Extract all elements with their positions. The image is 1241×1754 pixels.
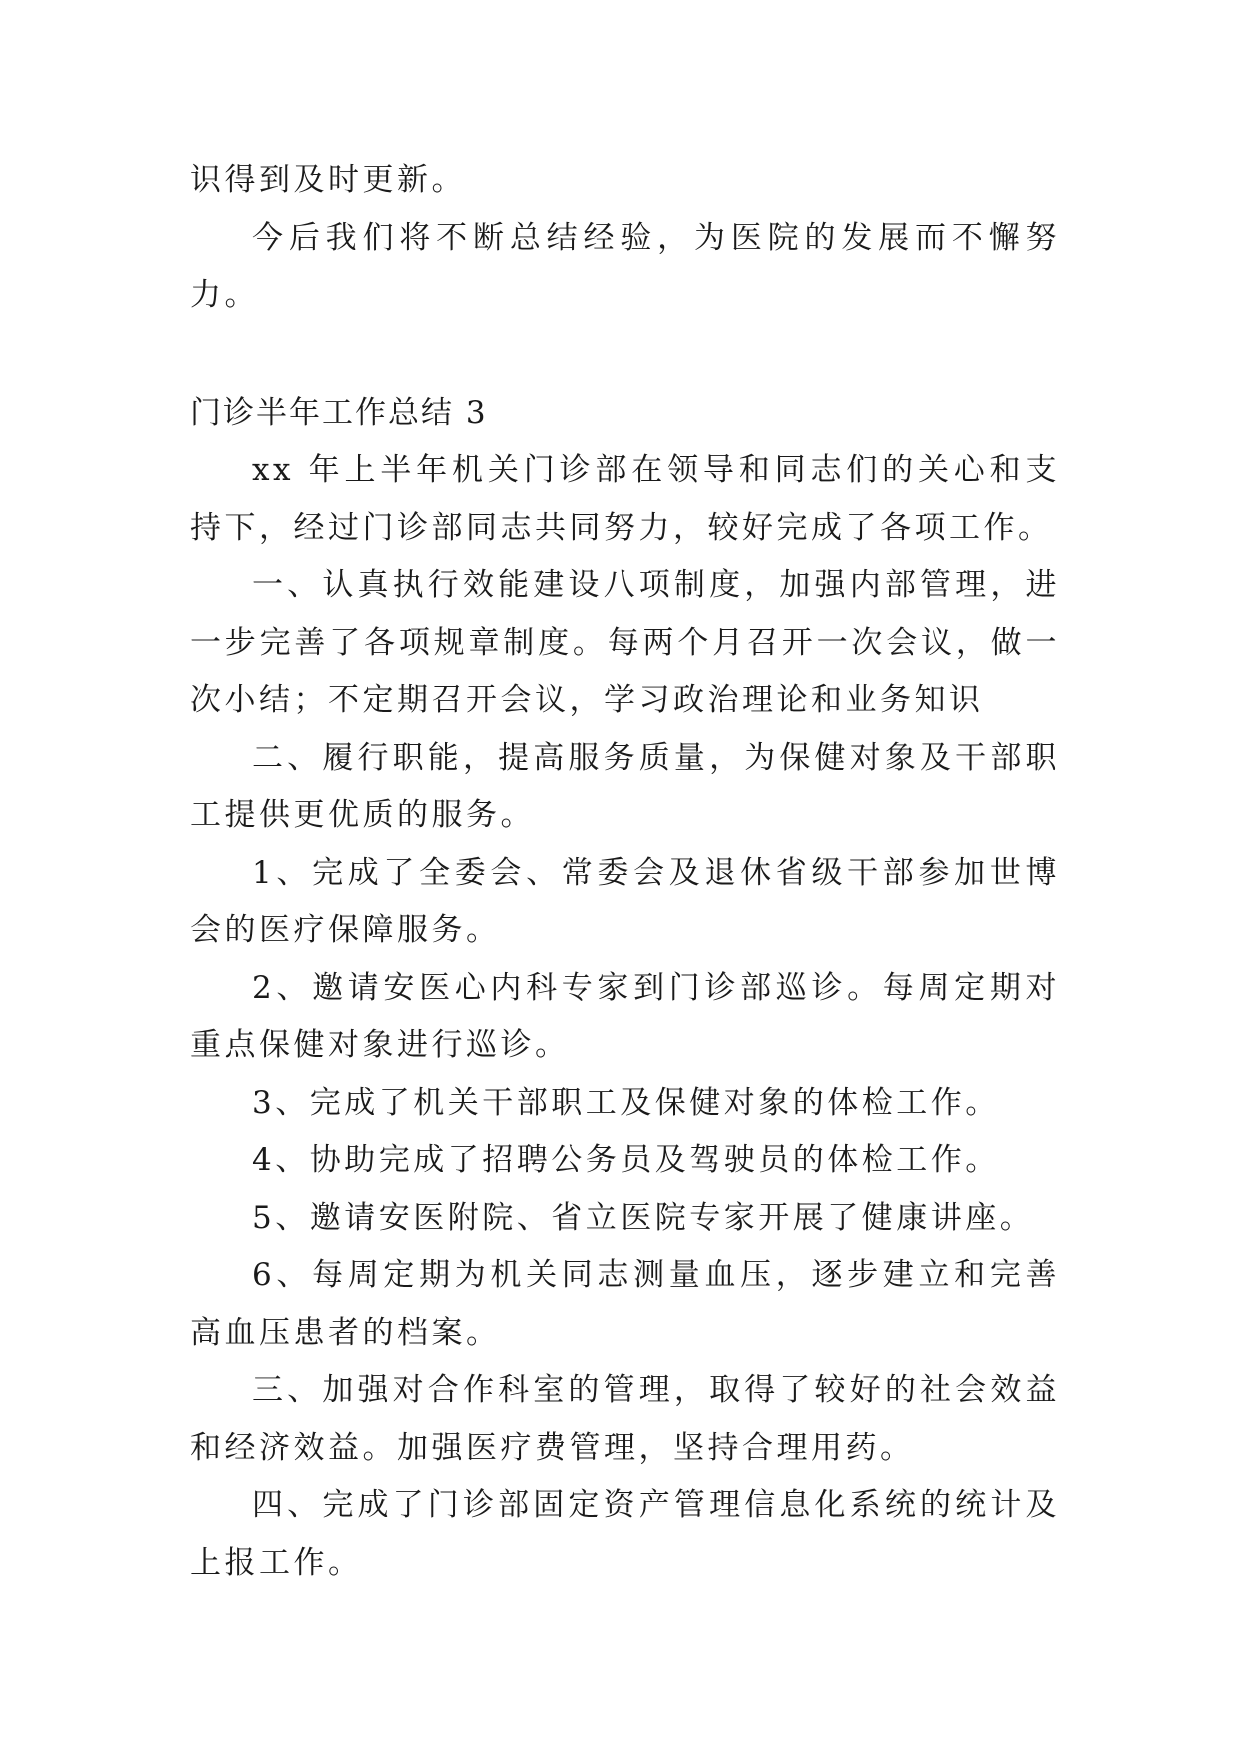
section-title: 门诊半年工作总结 3: [190, 394, 488, 431]
paragraph-subitem-3: 3、完成了机关干部职工及保健对象的体检工作。: [252, 1084, 1000, 1121]
paragraph-item-1: 一、认真执行效能建设八项制度，加强内部管理，进一步完善了各项规章制度。每两个月召开一次会议，做一次小结；不定期召开会议，学习政治理论和业务知识: [190, 567, 1060, 718]
paragraph-item-4: 四、完成了门诊部固定资产管理信息化系统的统计及上报工作。: [190, 1487, 1060, 1581]
paragraph-item-2: 二、履行职能，提高服务质量，为保健对象及干部职工提供更优质的服务。: [190, 739, 1060, 833]
paragraph-item-3: 三、加强对合作科室的管理，取得了较好的社会效益和经济效益。加强医疗费管理，坚持合理用药。: [190, 1372, 1060, 1466]
paragraph-subitem-5: 5、邀请安医附院、省立医院专家开展了健康讲座。: [252, 1199, 1035, 1236]
paragraph-subitem-6: 6、每周定期为机关同志测量血压，逐步建立和完善高血压患者的档案。: [190, 1257, 1060, 1351]
continuation-paragraph: 识得到及时更新。: [190, 162, 466, 198]
paragraph-subitem-1: 1、完成了全委会、常委会及退休省级干部参加世博会的医疗保障服务。: [190, 854, 1060, 948]
closing-paragraph: 今后我们将不断总结经验，为医院的发展而不懈努力。: [190, 219, 1060, 313]
paragraph-subitem-4: 4、协助完成了招聘公务员及驾驶员的体检工作。: [252, 1142, 1000, 1178]
paragraph-subitem-2: 2、邀请安医心内科专家到门诊部巡诊。每周定期对重点保健对象进行巡诊。: [190, 969, 1060, 1063]
document-body: [190, 152, 1060, 1592]
paragraph-intro: xx 年上半年机关门诊部在领导和同志们的关心和支持下，经过门诊部同志共同努力，较好完成了各项工作。: [190, 452, 1060, 546]
